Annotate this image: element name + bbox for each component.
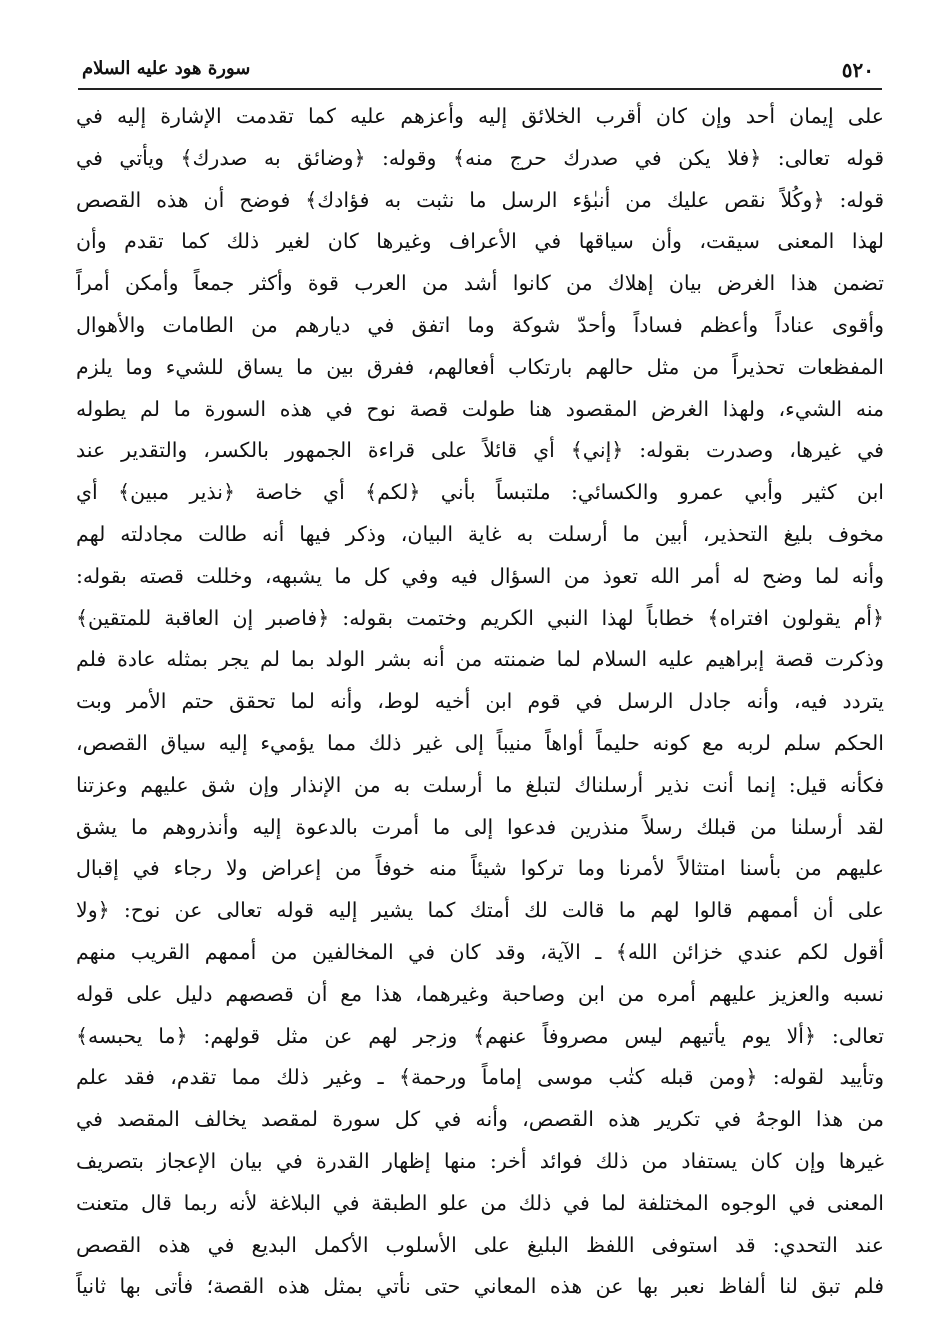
text-line: قوله تعالى: ﴿فلا يكن في صدرك حرج منه﴾ وقوله: ﴿وضائق به صدرك﴾ ويأتي في [76, 145, 884, 170]
surah-title: سورة هود عليه السلام [82, 58, 251, 79]
text-line: المفظعات تحذيراً من مثل حالهم بارتكاب أفعالهم، ففرق بين ما يساق للشيء وما يلزم [76, 354, 884, 379]
text-line: فلم تبق لنا ألفاظ نعبر بها عن هذه المعاني حتى نأتي بمثل هذه القصة؛ فأتى بها ثانياً [76, 1274, 884, 1299]
text-line: نسبه والعزيز عليهم أمره من ابن وصاحبة وغيرهما، هذا مع أن قصصهم دليل على قوله [76, 981, 884, 1006]
text-line: أقول لكم عندي خزائن الله﴾ ـ الآية، وقد كان في المخالفين من أممهم القريب منهم [76, 939, 884, 964]
text-line: تضمن هذا الغرض بيان إهلاك من كانوا أشد من العرب قوة وأكثر جمعاً وأمكن أمراً [76, 271, 884, 296]
text-line: منه الشيء، ولهذا الغرض المقصود هنا طولت قصة نوح في هذه السورة ما لم يطوله [76, 396, 884, 421]
text-line: على أن أممهم قالوا لهم ما قالت لك أمتك كما يشير إليه قوله تعالى عن نوح: ﴿ولا [76, 898, 884, 923]
text-line: تعالى: ﴿ألا يوم يأتيهم ليس مصروفاً عنهم﴾ وزجر لهم عن مثل قولهم: ﴿ما يحبسه﴾ [76, 1023, 884, 1048]
text-line: ﴿أم يقولون افتراه﴾ خطاباً لهذا النبي الكريم وختمت بقوله: ﴿فاصبر إن العاقبة للمتقين﴾ [76, 605, 884, 630]
page-body-text [76, 96, 884, 1308]
text-line: وأنه لما وضح له أمر الله تعوذ من السؤال فيه وفي كل ما يشبهه، وخللت قصته بقوله: [76, 563, 884, 588]
text-line: غيرها وإن كان يستفاد من ذلك فوائد أخر: منها إظهار القدرة في بيان الإعجاز بتصريف [76, 1148, 884, 1173]
text-line: وذكرت قصة إبراهيم عليه السلام لما ضمنته من أنه بشر الولد بما لم يجر بمثله عادة فلم [76, 647, 884, 672]
text-line: في غيرها، وصدرت بقوله: ﴿إني﴾ أي قائلاً على قراءة الجمهور بالكسر، والتقدير عند [76, 438, 884, 463]
text-line: فكأنه قيل: إنما أنت نذير أرسلناك لتبلغ ما أرسلت به من الإنذار وإن شق عليهم وعزتنا [76, 772, 884, 797]
text-line: مخوف بليغ التحذير، أبين ما أرسلت به غاية البيان، وذكر فيها أنه طالت مجادلته لهم [76, 521, 884, 546]
text-line: على إيمان أحد وإن كان أقرب الخلائق إليه وأعزهم عليه كما تقدمت الإشارة إليه في [76, 104, 884, 128]
text-line: لهذا المعنى سيقت، وأن سياقها في الأعراف وغيرها كان لغير ذلك كما تقدم وأن [76, 229, 884, 254]
text-line: قوله: ﴿وكُلاً نقص عليك من أنبٰؤء الرسل ما نثبت به فؤادك﴾ فوضح أن هذه القصص [76, 187, 884, 212]
text-line: من هذا الوجهُ في تكرير هذه القصص، وأنه في كل سورة لمقصد يخالف المقصد في [76, 1107, 884, 1132]
page-number: ٥٢٠ [841, 58, 874, 82]
page-header [78, 56, 882, 90]
text-line: وتأييد لقوله: ﴿ومن قبله كتٰب موسى إماماً ورحمة﴾ ـ وغير ذلك مما تقدم، فقد علم [76, 1065, 884, 1090]
text-line: ابن كثير وأبي عمرو والكسائي: ملتبساً بأني ﴿لكم﴾ أي خاصة ﴿نذير مبين﴾ أي [76, 480, 884, 505]
text-line: عند التحدي: قد استوفى اللفظ البليغ على الأسلوب الأكمل البديع في هذه القصص [76, 1232, 884, 1257]
text-line: وأقوى عناداً وأعظم فساداً وأحدّ شوكة وما اتفق في ديارهم من الطامات والأهوال [76, 312, 884, 337]
text-line: لقد أرسلنا من قبلك رسلاً منذرين فدعوا إلى ما أمرت بالدعوة إليه وأنذروهم ما يشق [76, 814, 884, 839]
text-line: الحكم سلم لربه مع كونه حليماً أواهاً منيباً إلى غير ذلك مما يؤميء إليه سياق القصص، [76, 730, 884, 755]
text-line: المعنى في الوجوه المختلفة لما في ذلك من علو الطبقة في البلاغة لأنه ربما قال متعنت [76, 1190, 884, 1215]
text-line: يتردد فيه، وأنه جادل الرسل في قوم ابن أخيه لوط، وأنه لما تحقق حتم الأمر وبت [76, 689, 884, 714]
text-line: عليهم من بأسنا امتثالاً لأمرنا وما تركوا شيئاً منه خوفاً من إعراض ولا رجاء في إقبال [76, 856, 884, 881]
